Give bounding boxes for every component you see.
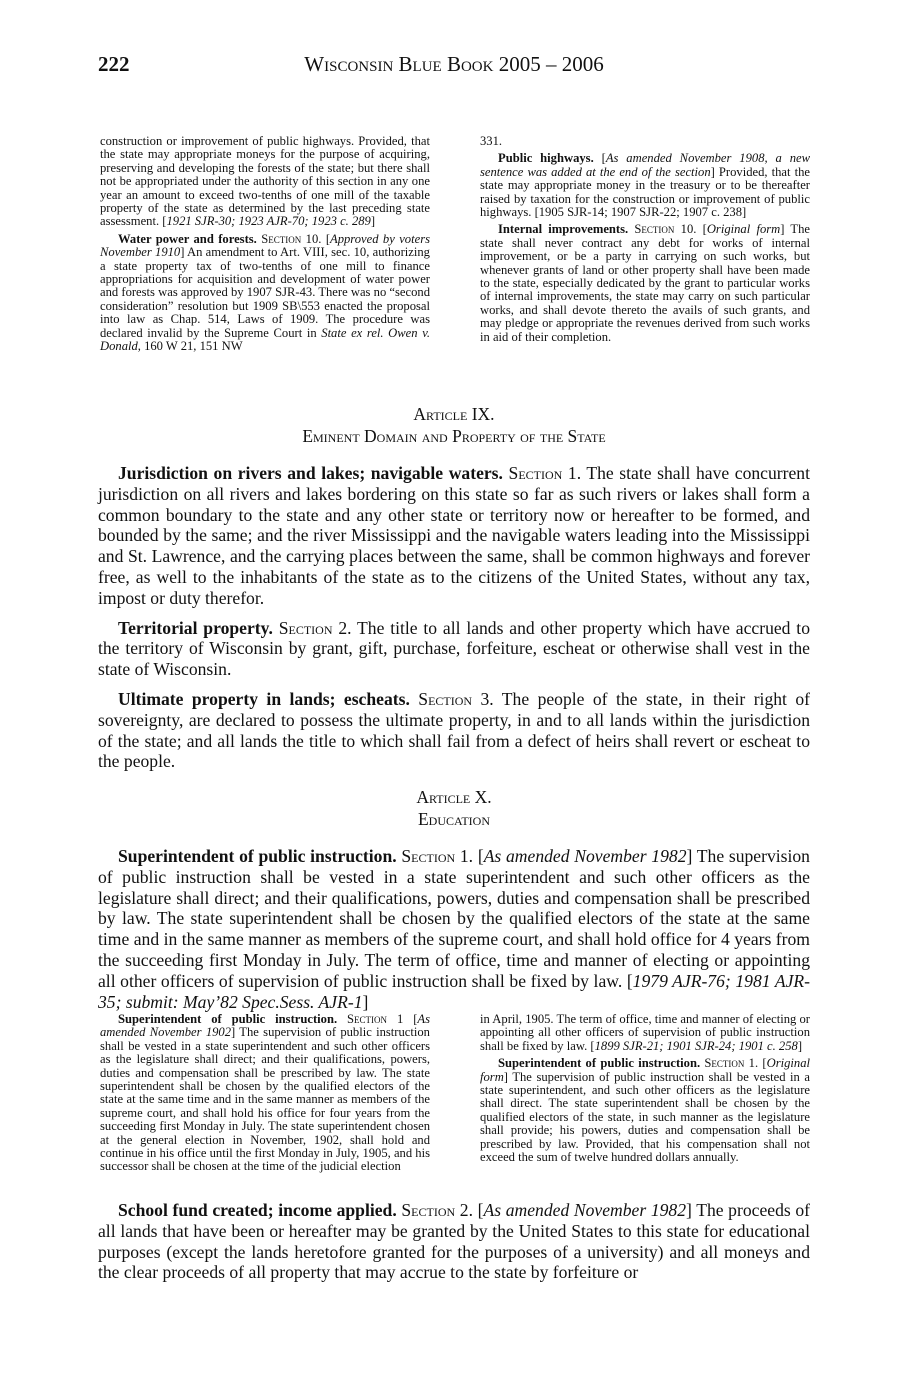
superintendent-original-note: Superintendent of public instruction. Section 1. [Original form] The supervision of public instruction shall be vested in a state superintendent, and such other officers as the legislature shall direct. The state superintendent shall be chosen by the qualified electors of the state, in such manner as the legislature shall provide; his powers, duties and compensation shall be prescribed by law. Provided, that his compensation shall not exceed the sum of twelve hundred dollars annually.: [480, 1056, 810, 1165]
article-ix-section-1: Jurisdiction on rivers and lakes; navigable waters. Section 1. The state shall have concurrent jurisdiction on all rivers and lakes bordering on this state so far as such rivers or lakes shall form a common boundary to the state and any other state or territory now or hereafter to be formed, and bounded by the same; and the river Mississippi and the navigable waters leading into the Mississippi and St. Lawrence, and the carrying places between the same, shall be common highways and forever free, as well to the inhabitants of the state as to the citizens of the United States, without any tax, impost or duty therefor.: [98, 463, 810, 608]
article-ix-body: [98, 463, 810, 781]
article-ix-number: Article IX.: [413, 404, 495, 424]
education-left-column: [100, 1013, 430, 1178]
page-header: [98, 52, 810, 86]
superintendent-1902-note-continued: in April, 1905. The term of office, time and manner of electing or appointing all other officers of supervision of public instruction shall be fixed by law. [1899 SJR-21; 1901 SJR-24; 1901 c. 258]: [480, 1012, 810, 1053]
article-ix-title: Eminent Domain and Property of the State: [302, 426, 606, 446]
continued-citation: 331.: [480, 134, 503, 148]
education-right-column: [480, 1013, 810, 1168]
article-ix-heading: [98, 403, 810, 447]
article-x-heading: [98, 786, 810, 830]
article-x-section-1-block: [98, 846, 810, 1021]
internal-improvements-note: Internal improvements. Section 10. [Original form] The state shall never contract any debt for works of internal improvement, or be a party in carrying on such works, but whenever grants of land or other property shall have been made to the state, especially dedicated by the grant to particular works of internal improvements, the state may carry on such particular works, and shall devote thereto the avails of such grants, and may pledge or appropriate the revenues derived from such works in aid of their completion.: [480, 222, 811, 344]
article-x-section-2: School fund created; income applied. Section 2. [As amended November 1982] The proceeds of all lands that have been or hereafter may be granted by the United States to this state for educational purposes (except the lands heretofore granted for the purposes of a university) and all moneys and the clear proceeds of all property that may accrue to the state by forfeiture or: [98, 1200, 811, 1283]
article-x-title: Education: [417, 809, 491, 829]
top-right-column: [480, 135, 810, 348]
superintendent-1902-note: Superintendent of public instruction. Section 1 [As amended November 1902] The supervision of public instruction shall be vested in a state superintendent and such other officers as the legislature shall direct; and their qualifications, powers, duties and compensation shall be prescribed by law. The state superintendent shall be chosen by the qualified electors of the state at the same time and in the same manner as members of the supreme court, and shall hold his office for four years from the succeeding first Monday in July. The state superintendent chosen at the general election in November, 1902, shall hold and continue in his office until the first Monday in July, 1905, and his successor shall be chosen at the time of the judicial election: [100, 1012, 430, 1174]
water-power-note: Water power and forests. Section 10. [Approved by voters November 1910] An amendment to Art. VIII, sec. 10, authorizing a state property tax of two-tenths of one mill to finance appropriations for acquisition and development of water power and forests was approved by 1907 SJR-43. There was no “second consideration” resolution but 1909 SB\553 enacted the proposal into law as Chap. 514, Laws of 1909. The procedure was declared invalid by the Supreme Court in State ex rel. Owen v. Donald, 160 W 21, 151 NW: [100, 231, 431, 354]
article-ix-section-2: Territorial property. Section 2. The title to all lands and other property which have accrued to the territory of Wisconsin by grant, gift, purchase, forfeiture, escheat or otherwise shall vest in the state of Wisconsin.: [98, 617, 810, 680]
running-title: Wisconsin Blue Book 2005 – 2006: [304, 52, 604, 76]
top-left-column: [100, 135, 430, 358]
public-highways-note: Public highways. [As amended November 1908, a new sentence was added at the end of the section] Provided, that the state may appropriate money in the treasury or to be thereafter raised by taxation for the construction or improvement of public highways. [1905 SJR-14; 1907 SJR-22; 1907 c. 238]: [480, 151, 811, 220]
article-x-section-2-block: [98, 1200, 810, 1292]
article-ix-section-3: Ultimate property in lands; escheats. Section 3. The people of the state, in their right of sovereignty, are declared to possess the ultimate property, in and to all lands within the jurisdiction of the state; and all lands the title to which shall fail from a defect of heirs shall revert or escheat to the people.: [98, 688, 810, 772]
highways-note-continued: construction or improvement of public highways. Provided, that the state may appropriate moneys for the purpose of acquiring, preserving and developing the forests of the state; but there shall not be appropriated under the authority of this section in any one year an amount to exceed two-tenths of one mill of the taxable property of the state as determined by the last preceding state assessment. [1921 SJR-30; 1923 AJR-70; 1923 c. 289]: [100, 134, 430, 229]
article-x-number: Article X.: [416, 787, 492, 807]
article-x-section-1: Superintendent of public instruction. Section 1. [As amended November 1982] The supervision of public instruction shall be vested in a state superintendent and such other officers as the legislature shall direct; and their qualifications, powers, duties and compensation shall be prescribed by law. The state superintendent shall be chosen by the qualified electors of the state at the same time and in the same manner as members of the supreme court, and shall hold office for 4 years from the succeeding first Monday in July. The term of office, time and manner of electing or appointing all other officers of supervision of public instruction shall be fixed by law. [1979 AJR-76; 1981 AJR-35; submit: May’82 Spec.Sess. AJR-1]: [98, 846, 810, 1012]
page-number: 222: [98, 52, 130, 76]
